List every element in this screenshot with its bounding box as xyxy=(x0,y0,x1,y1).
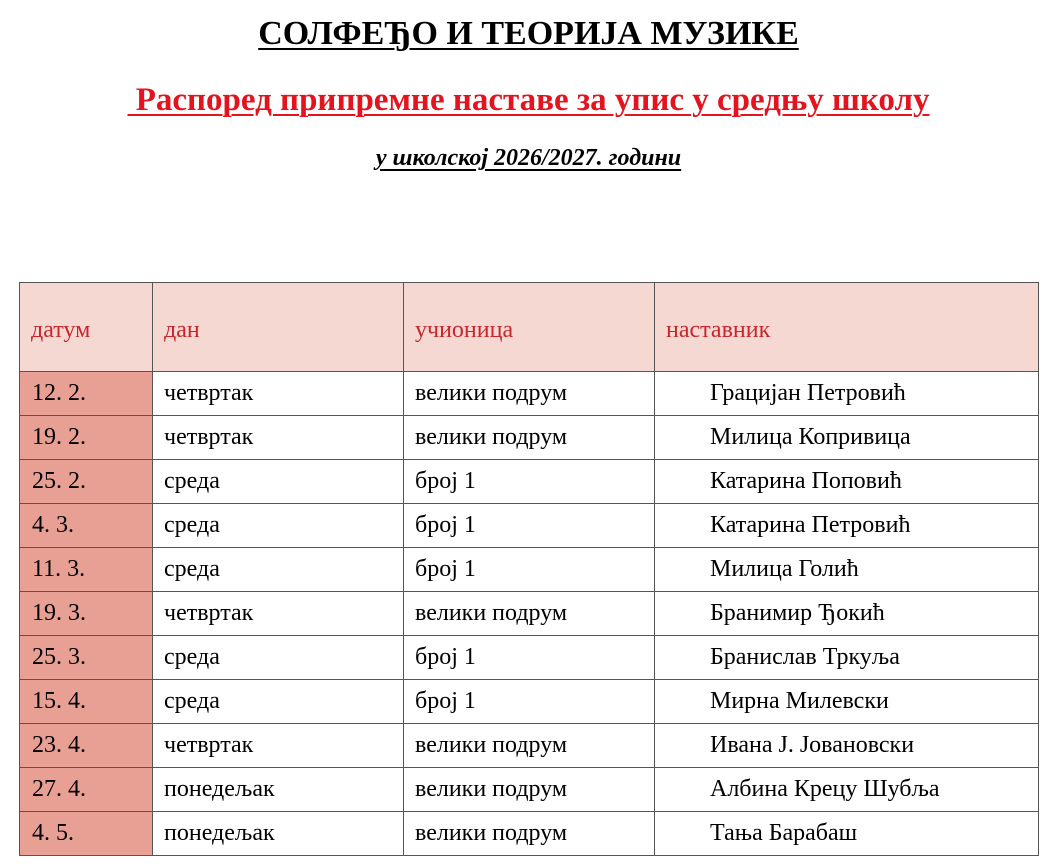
cell-date: 27. 4. xyxy=(20,768,153,812)
table-row xyxy=(20,768,1039,812)
schedule-table-body xyxy=(20,372,1039,856)
cell-room: велики подрум xyxy=(404,372,655,416)
cell-day: понедељак xyxy=(153,768,404,812)
cell-teacher: Бранислав Тркуља xyxy=(655,636,1039,680)
cell-room: број 1 xyxy=(404,460,655,504)
cell-room: велики подрум xyxy=(404,416,655,460)
cell-date: 12. 2. xyxy=(20,372,153,416)
table-row xyxy=(20,416,1039,460)
cell-date: 15. 4. xyxy=(20,680,153,724)
cell-day: среда xyxy=(153,548,404,592)
cell-teacher: Милица Копривица xyxy=(655,416,1039,460)
cell-day: среда xyxy=(153,460,404,504)
cell-date: 11. 3. xyxy=(20,548,153,592)
cell-date: 4. 5. xyxy=(20,812,153,856)
cell-date: 25. 3. xyxy=(20,636,153,680)
cell-date: 4. 3. xyxy=(20,504,153,548)
cell-room: велики подрум xyxy=(404,768,655,812)
cell-room: број 1 xyxy=(404,680,655,724)
cell-date: 19. 2. xyxy=(20,416,153,460)
table-row xyxy=(20,680,1039,724)
cell-room: број 1 xyxy=(404,636,655,680)
cell-room: велики подрум xyxy=(404,812,655,856)
schedule-table xyxy=(19,282,1039,856)
cell-teacher: Грацијан Петровић xyxy=(655,372,1039,416)
cell-day: четвртак xyxy=(153,416,404,460)
document-title: СОЛФЕЂО И ТЕОРИЈА МУЗИКЕ xyxy=(258,15,799,52)
cell-room: број 1 xyxy=(404,504,655,548)
cell-day: понедељак xyxy=(153,812,404,856)
cell-day: среда xyxy=(153,504,404,548)
cell-date: 19. 3. xyxy=(20,592,153,636)
cell-day: среда xyxy=(153,680,404,724)
column-header-teacher: наставник xyxy=(655,283,1039,372)
table-header-row xyxy=(20,283,1039,372)
cell-room: велики подрум xyxy=(404,592,655,636)
table-row xyxy=(20,636,1039,680)
cell-day: четвртак xyxy=(153,724,404,768)
table-row xyxy=(20,548,1039,592)
cell-teacher: Милица Голић xyxy=(655,548,1039,592)
table-row xyxy=(20,372,1039,416)
table-row xyxy=(20,460,1039,504)
cell-teacher: Тања Барабаш xyxy=(655,812,1039,856)
table-row xyxy=(20,812,1039,856)
cell-teacher: Бранимир Ђокић xyxy=(655,592,1039,636)
table-row xyxy=(20,504,1039,548)
cell-date: 25. 2. xyxy=(20,460,153,504)
school-year-line: у школској 2026/2027. години xyxy=(375,145,682,171)
cell-teacher: Катарина Петровић xyxy=(655,504,1039,548)
cell-day: четвртак xyxy=(153,372,404,416)
column-header-day: дан xyxy=(153,283,404,372)
column-header-date: датум xyxy=(20,283,153,372)
cell-teacher: Катарина Поповић xyxy=(655,460,1039,504)
document-subtitle: Распоред припремне наставе за упис у средњу школу xyxy=(127,82,930,118)
cell-day: четвртак xyxy=(153,592,404,636)
cell-teacher: Мирна Милевски xyxy=(655,680,1039,724)
table-row xyxy=(20,592,1039,636)
cell-teacher: Албина Крецу Шубља xyxy=(655,768,1039,812)
table-row xyxy=(20,724,1039,768)
cell-teacher: Ивана Ј. Јовановски xyxy=(655,724,1039,768)
cell-day: среда xyxy=(153,636,404,680)
column-header-room: учионица xyxy=(404,283,655,372)
cell-room: велики подрум xyxy=(404,724,655,768)
cell-date: 23. 4. xyxy=(20,724,153,768)
cell-room: број 1 xyxy=(404,548,655,592)
